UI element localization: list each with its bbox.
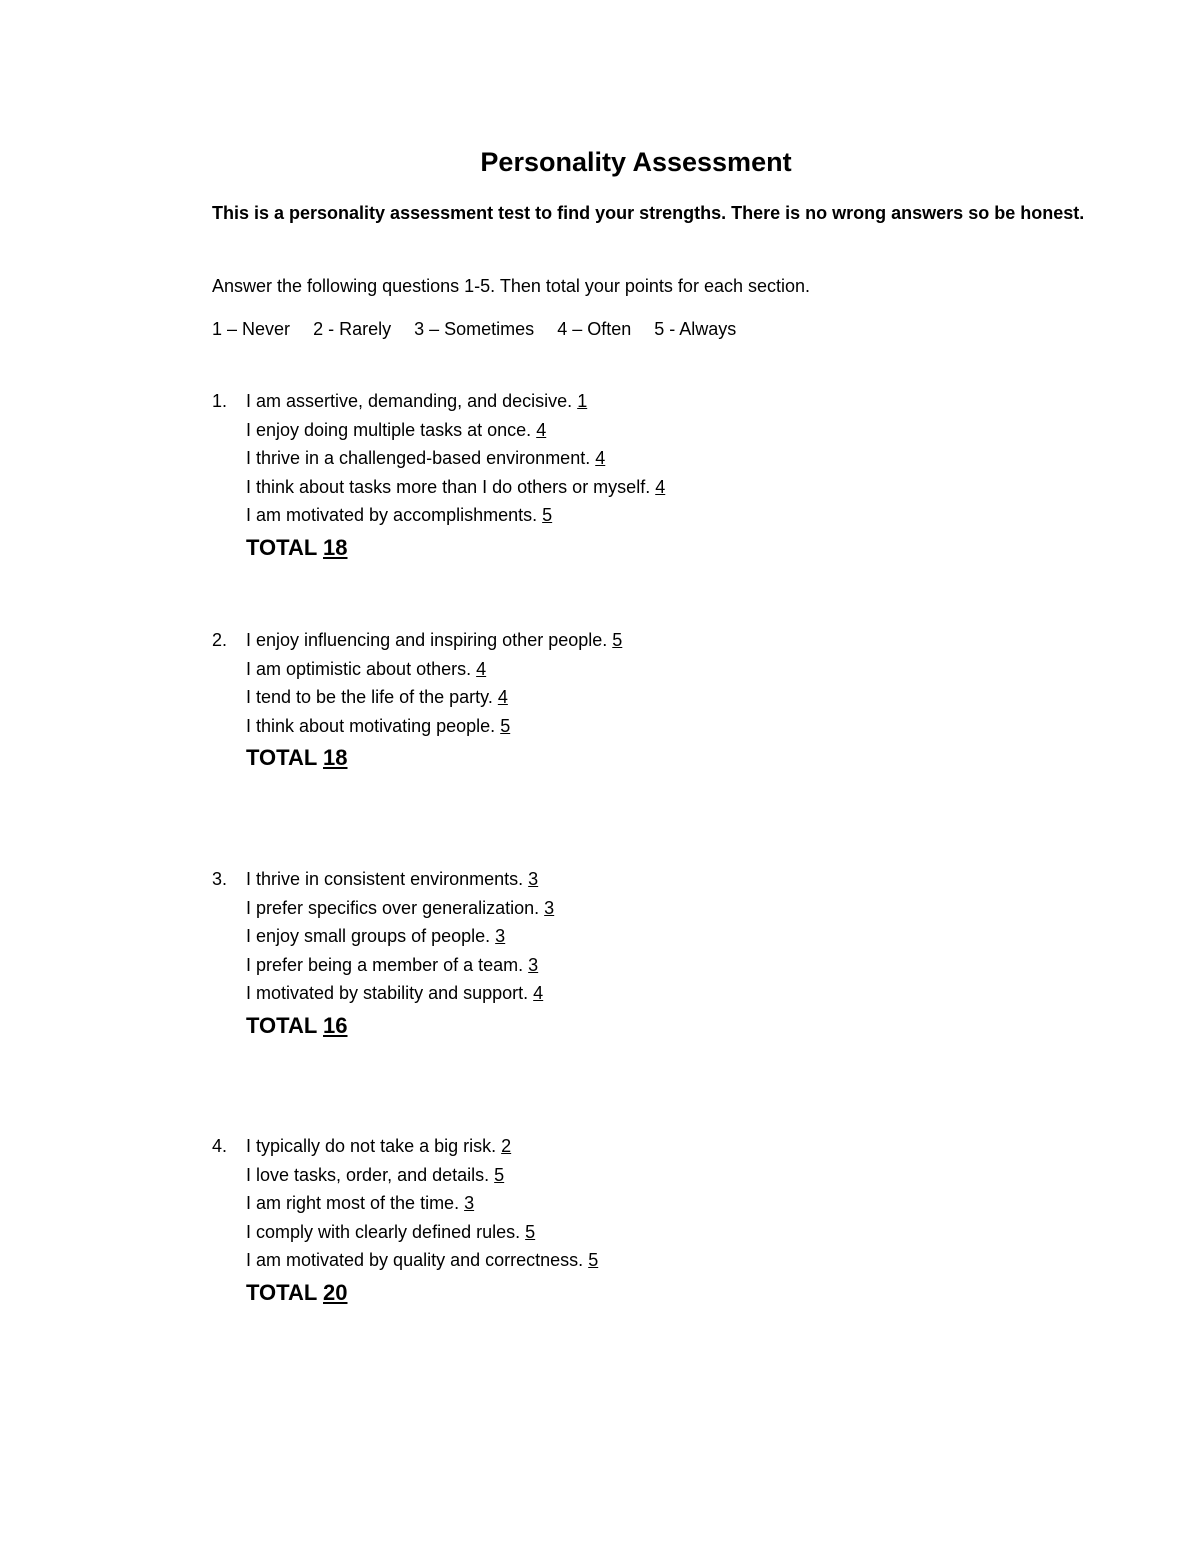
answer-score: 5 [500,715,511,736]
total-value: 16 [323,1012,348,1038]
question-text: I prefer being a member of a team. [246,954,524,975]
question-item [246,655,1006,684]
rating-scale [212,315,754,343]
question-text: I thrive in a challenged-based environment. [246,448,591,468]
answer-score: 4 [536,419,547,440]
question-text: I enjoy influencing and inspiring other people. [246,630,608,650]
answer-score: 4 [655,476,666,497]
question-text: I enjoy doing multiple tasks at once. [246,419,532,440]
answer-score: 4 [497,687,508,707]
answer-score: 5 [612,630,623,650]
scale-item: 1 – Never [212,319,291,339]
intro-text: This is a personality assessment test to find your strengths. There is no wrong answers so be honest. [212,203,1085,223]
question-text: I comply with clearly defined rules. [246,1221,521,1242]
answer-score: 5 [525,1221,536,1242]
answer-score: 3 [464,1193,475,1213]
answer-score: 3 [544,897,555,918]
answer-score: 4 [533,983,544,1003]
question-item [246,444,1006,473]
question-item [246,1161,1006,1190]
question-item [246,979,1006,1008]
answer-score: 3 [495,926,506,946]
question-text: I thrive in consistent environments. [246,869,524,889]
question-item [246,922,1006,951]
answer-score: 5 [494,1164,505,1185]
question-item [246,894,1006,923]
answer-score: 5 [542,505,553,525]
total-value: 20 [323,1279,348,1305]
question-item [246,416,1006,445]
total-label: TOTAL [246,534,317,560]
question-text: I think about motivating people. [246,715,496,736]
section-number: 2. [212,630,228,650]
section-number: 1. [212,391,228,411]
answer-score: 1 [577,391,588,411]
answer-score: 4 [595,448,606,468]
question-item [246,626,1006,655]
section-total [246,740,1006,776]
page-title: Personality Assessment [480,147,792,177]
question-text: I tend to be the life of the party. [246,687,493,707]
total-label: TOTAL [246,1012,317,1038]
question-item [246,865,1006,894]
question-item [246,1132,1006,1161]
scale-item: 3 – Sometimes [414,319,535,339]
question-text: I typically do not take a big risk. [246,1136,497,1156]
instructions-text: Answer the following questions 1-5. Then total your points for each section. [212,276,811,296]
question-item [246,712,1006,741]
total-value: 18 [323,745,348,770]
scale-item: 4 – Often [557,319,632,339]
question-item [246,1246,1006,1275]
section-total [246,1275,1006,1311]
total-label: TOTAL [246,745,317,770]
question-text: I am assertive, demanding, and decisive. [246,391,573,411]
question-item [246,1218,1006,1247]
scale-item: 5 - Always [654,319,737,339]
question-item [246,473,1006,502]
question-item [246,951,1006,980]
question-text: I am motivated by accomplishments. [246,505,538,525]
section-number: 4. [212,1136,228,1156]
section-number: 3. [212,869,228,889]
question-text: I prefer specifics over generalization. [246,897,540,918]
answer-score: 5 [588,1250,599,1270]
question-text: I motivated by stability and support. [246,983,529,1003]
answer-score: 4 [476,658,487,679]
answer-score: 3 [528,869,539,889]
question-text: I am right most of the time. [246,1193,460,1213]
question-text: I love tasks, order, and details. [246,1164,490,1185]
question-item [246,501,1006,530]
question-item [246,1189,1006,1218]
answer-score: 2 [501,1136,512,1156]
total-label: TOTAL [246,1279,317,1305]
question-text: I enjoy small groups of people. [246,926,491,946]
question-item [246,683,1006,712]
question-text: I am motivated by quality and correctness. [246,1250,584,1270]
question-text: I think about tasks more than I do others or myself. [246,476,651,497]
section-total [246,1008,1006,1044]
total-value: 18 [323,534,348,560]
answer-score: 3 [528,954,539,975]
scale-item: 2 - Rarely [313,319,392,339]
section-total [246,530,1006,566]
question-text: I am optimistic about others. [246,658,472,679]
question-item [246,387,1006,416]
